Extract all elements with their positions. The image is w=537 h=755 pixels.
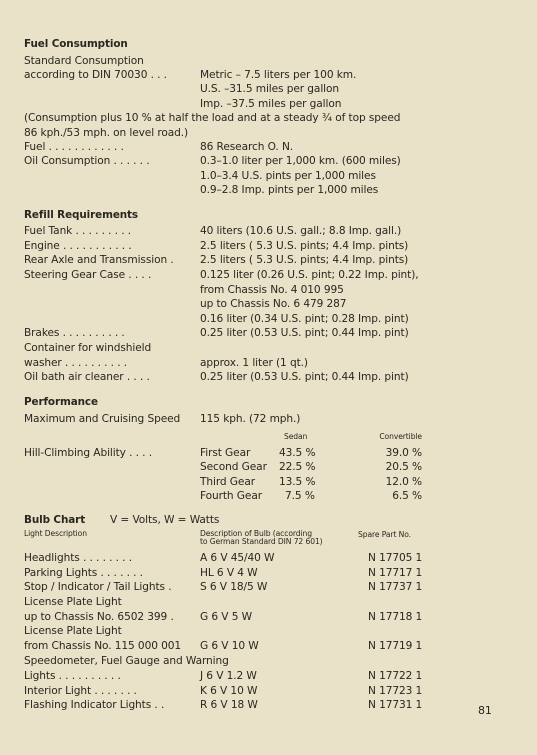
gear-sedan: 13.5 % bbox=[279, 476, 316, 488]
bulb-light: Headlights . . . . . . . . bbox=[24, 552, 132, 564]
gear-name: Second Gear bbox=[200, 461, 267, 473]
air-cleaner-value: 0.25 liter (0.53 U.S. pint; 0.44 Imp. pint) bbox=[200, 371, 409, 383]
speed-label: Maximum and Cruising Speed bbox=[24, 413, 181, 425]
speed-value: 115 kph. (72 mph.) bbox=[200, 413, 301, 425]
bulb-part: N 17723 1 bbox=[368, 685, 423, 697]
bulb-light: Parking Lights . . . . . . . bbox=[24, 567, 143, 579]
bulb-light: Lights . . . . . . . . . . bbox=[24, 670, 121, 682]
col-spare-part: Spare Part No. bbox=[358, 530, 411, 539]
col-bulb-description-2: to German Standard DIN 72 601) bbox=[200, 537, 323, 546]
oil-value-3: 0.9–2.8 Imp. pints per 1,000 miles bbox=[200, 184, 379, 196]
washer-label-1: Container for windshield bbox=[24, 342, 152, 354]
bulb-spec: K 6 V 10 W bbox=[200, 685, 258, 697]
bulb-part: N 17722 1 bbox=[368, 670, 423, 682]
oil-consumption-label: Oil Consumption . . . . . . bbox=[24, 155, 150, 167]
engine-label: Engine . . . . . . . . . . . bbox=[24, 240, 132, 252]
bulb-light: up to Chassis No. 6502 399 . bbox=[24, 611, 174, 623]
std-consumption-label: Standard Consumption bbox=[24, 55, 144, 67]
washer-label-2: washer . . . . . . . . . . bbox=[24, 357, 128, 369]
brakes-value: 0.25 liter (0.53 U.S. pint; 0.44 Imp. pint) bbox=[200, 327, 409, 339]
bulb-legend: V = Volts, W = Watts bbox=[110, 514, 220, 526]
bulb-light: Stop / Indicator / Tail Lights . bbox=[24, 581, 172, 593]
consumption-note-1: (Consumption plus 10 % at half the load and at a steady ¾ of top speed bbox=[24, 112, 401, 124]
bulb-spec: J 6 V 1.2 W bbox=[200, 670, 257, 682]
bulb-part: N 17737 1 bbox=[368, 581, 423, 593]
bulb-light: Flashing Indicator Lights . . bbox=[24, 699, 165, 711]
bulb-spec: G 6 V 5 W bbox=[200, 611, 252, 623]
consumption-metric: Metric – 7.5 liters per 100 km. bbox=[200, 69, 357, 81]
oil-value-2: 1.0–3.4 U.S. pints per 1,000 miles bbox=[200, 170, 376, 182]
bulb-spec: HL 6 V 4 W bbox=[200, 567, 258, 579]
gear-sedan: 43.5 % bbox=[279, 447, 316, 459]
consumption-us: U.S. –31.5 miles per gallon bbox=[200, 83, 340, 95]
bulb-spec: G 6 V 10 W bbox=[200, 640, 259, 652]
col-convertible: Convertible bbox=[379, 432, 422, 441]
refill-heading: Refill Requirements bbox=[24, 209, 139, 221]
fuel-value: 86 Research O. N. bbox=[200, 141, 294, 153]
air-cleaner-label: Oil bath air cleaner . . . . bbox=[24, 371, 150, 383]
gear-convertible: 39.0 % bbox=[385, 447, 422, 459]
gear-name: Fourth Gear bbox=[200, 490, 262, 502]
bulb-chart-heading: Bulb Chart bbox=[24, 514, 86, 526]
bulb-part: N 17731 1 bbox=[368, 699, 423, 711]
bulb-light: Speedometer, Fuel Gauge and Warning bbox=[24, 655, 229, 667]
fuel-tank-value: 40 liters (10.6 U.S. gall.; 8.8 Imp. gall.) bbox=[200, 225, 402, 237]
brakes-label: Brakes . . . . . . . . . . bbox=[24, 327, 125, 339]
fuel-heading: Fuel Consumption bbox=[24, 38, 128, 50]
bulb-part: N 17719 1 bbox=[368, 640, 423, 652]
performance-heading: Performance bbox=[24, 396, 98, 408]
col-bulb-description-1: Description of Bulb (according bbox=[200, 529, 312, 538]
gear-name: First Gear bbox=[200, 447, 251, 459]
col-light-description: Light Description bbox=[24, 529, 87, 538]
bulb-light: Interior Light . . . . . . . bbox=[24, 685, 137, 697]
std-consumption-label-2: according to DIN 70030 . . . bbox=[24, 69, 167, 81]
col-sedan: Sedan bbox=[284, 432, 308, 441]
page-number: 81 bbox=[478, 704, 492, 717]
gear-sedan: 7.5 % bbox=[285, 490, 315, 502]
fuel-tank-label: Fuel Tank . . . . . . . . . bbox=[24, 225, 132, 237]
bulb-light: License Plate Light bbox=[24, 596, 122, 608]
gear-convertible: 6.5 % bbox=[392, 490, 422, 502]
steering-label: Steering Gear Case . . . . bbox=[24, 269, 152, 281]
axle-value: 2.5 liters ( 5.3 U.S. pints; 4.4 Imp. pints) bbox=[200, 254, 409, 266]
bulb-light: from Chassis No. 115 000 001 bbox=[24, 640, 182, 652]
bulb-part: N 17705 1 bbox=[368, 552, 423, 564]
axle-label: Rear Axle and Transmission . bbox=[24, 254, 174, 266]
gear-convertible: 12.0 % bbox=[385, 476, 422, 488]
engine-value: 2.5 liters ( 5.3 U.S. pints; 4.4 Imp. pints) bbox=[200, 240, 409, 252]
bulb-light: License Plate Light bbox=[24, 625, 122, 637]
gear-sedan: 22.5 % bbox=[279, 461, 316, 473]
steering-value-1: 0.125 liter (0.26 U.S. pint; 0.22 Imp. pint), bbox=[200, 269, 419, 281]
hill-climbing-label: Hill-Climbing Ability . . . . bbox=[24, 447, 152, 459]
bulb-spec: R 6 V 18 W bbox=[200, 699, 258, 711]
consumption-note-2: 86 kph./53 mph. on level road.) bbox=[24, 127, 189, 139]
oil-value-1: 0.3–1.0 liter per 1,000 km. (600 miles) bbox=[200, 155, 401, 167]
fuel-label: Fuel . . . . . . . . . . . . bbox=[24, 141, 124, 153]
gear-name: Third Gear bbox=[200, 476, 255, 488]
gear-convertible: 20.5 % bbox=[385, 461, 422, 473]
bulb-spec: A 6 V 45/40 W bbox=[200, 552, 275, 564]
washer-value: approx. 1 liter (1 qt.) bbox=[200, 357, 308, 369]
steering-value-3: up to Chassis No. 6 479 287 bbox=[200, 298, 347, 310]
bulb-part: N 17717 1 bbox=[368, 567, 423, 579]
steering-value-4: 0.16 liter (0.34 U.S. pint; 0.28 Imp. pint) bbox=[200, 313, 409, 325]
steering-value-2: from Chassis No. 4 010 995 bbox=[200, 284, 344, 296]
bulb-spec: S 6 V 18/5 W bbox=[200, 581, 268, 593]
consumption-imp: Imp. –37.5 miles per gallon bbox=[200, 98, 342, 110]
bulb-part: N 17718 1 bbox=[368, 611, 423, 623]
